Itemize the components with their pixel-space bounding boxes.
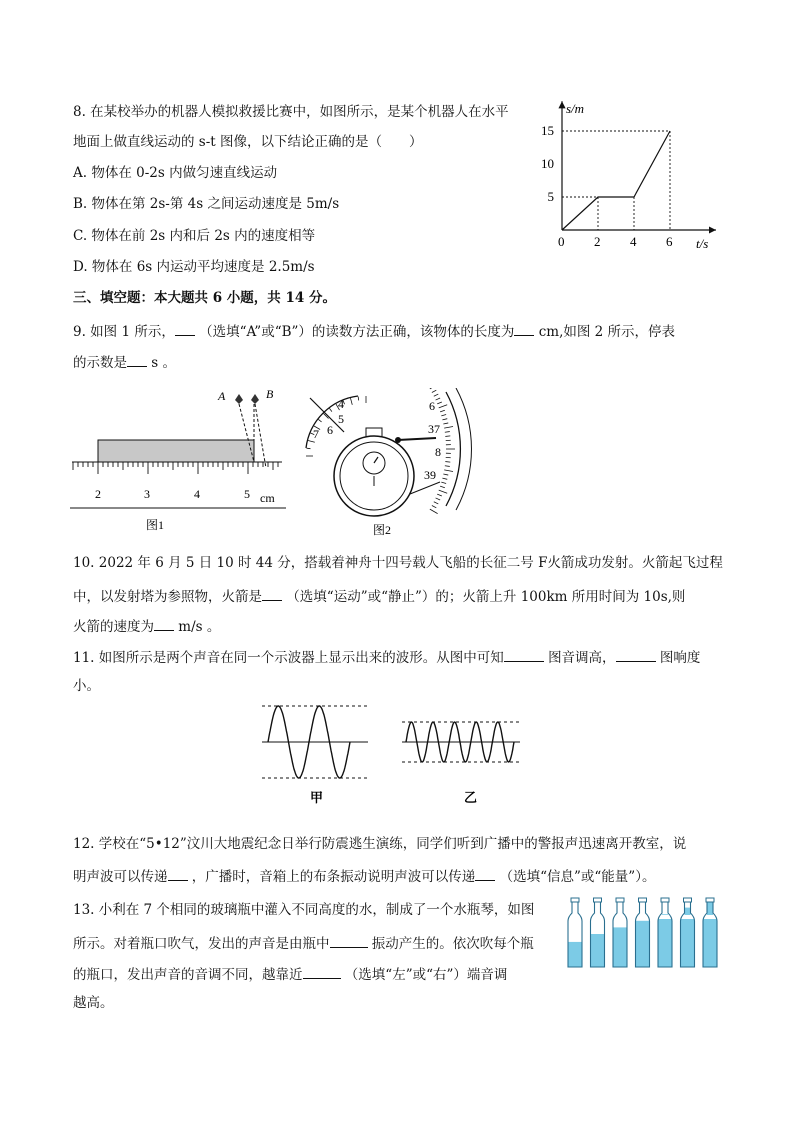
q8-option-a: A. 物体在 0-2s 内做匀速直线运动 xyxy=(73,165,278,181)
ruler-tick-4: 4 xyxy=(194,487,200,501)
x-axis-label: t/s xyxy=(696,236,709,251)
q13-blank-2[interactable] xyxy=(303,966,341,979)
q8-option-d: D. 物体在 6s 内运动平均速度是 2.5m/s xyxy=(73,259,315,275)
figure-1-caption: 图1 xyxy=(146,518,165,532)
measured-block xyxy=(98,440,254,462)
x-tick-label: 2 xyxy=(594,234,601,249)
q9-blank-3[interactable] xyxy=(127,354,147,367)
figure-2-stopwatch xyxy=(298,388,488,543)
figure-2-caption: 图2 xyxy=(373,523,392,537)
oscilloscope-waves xyxy=(258,698,538,808)
q13-line3: 的瓶口，发出声音的音调不同，越靠近 （选填“左”或“右”）端音调 xyxy=(73,967,508,983)
water-bottle xyxy=(658,898,672,967)
q10-line2: 中，以发射塔为参照物，火箭是 （选填“运动”或“静止”）的；火箭上升 100km 所用时间为 10s,则 xyxy=(73,589,686,605)
small-dial-5: 5 xyxy=(338,412,344,426)
section-3-heading: 三、填空题：本大题共 6 小题，共 14 分。 xyxy=(73,290,336,306)
label-b: B xyxy=(266,387,274,401)
x-tick-label: 6 xyxy=(666,234,673,249)
big-dial-37: 37 xyxy=(428,422,440,436)
q9-line1: 9. 如图 1 所示， （选填“A”或“B”）的读数方法正确，该物体的长度为 cm,如图 2 所示，停表 xyxy=(73,324,676,340)
small-dial-6: 6 xyxy=(327,423,333,437)
x-tick-label: 0 xyxy=(558,234,565,249)
water-bottle-xylophone xyxy=(564,897,724,972)
big-dial-6: 6 xyxy=(429,399,435,413)
ruler-tick-5: 5 xyxy=(244,487,250,501)
label-jia: 甲 xyxy=(310,790,324,805)
water-bottle xyxy=(613,898,627,967)
label-yi: 乙 xyxy=(464,790,478,805)
water-bottle xyxy=(591,898,605,967)
q9-blank-1[interactable] xyxy=(175,323,195,336)
big-dial-39: 39 xyxy=(424,468,436,482)
q13-line2: 所示。对着瓶口吹气，发出的声音是由瓶中 振动产生的。依次吹每个瓶 xyxy=(73,936,534,952)
q10-blank-1[interactable] xyxy=(262,588,282,601)
q10-line1: 10. 2022 年 6 月 5 日 10 时 44 分，搭载着神舟十四号载人飞船的长征二号 F火箭成功发射。火箭起飞过程 xyxy=(73,555,723,571)
small-dial-4: 4 xyxy=(338,397,344,411)
y-tick-label: 15 xyxy=(541,123,554,138)
chart-series-line xyxy=(562,131,670,230)
q12-line1: 12. 学校在“5•12”汶川大地震纪念日举行防震逃生演练，同学们听到广播中的警报声迅速离开教室，说 xyxy=(73,836,687,852)
q13-line1: 13. 小利在 7 个相同的玻璃瓶中灌入不同高度的水，制成了一个水瓶琴，如图 xyxy=(73,902,535,918)
q8-option-c: C. 物体在前 2s 内和后 2s 内的速度相等 xyxy=(73,228,316,244)
big-dial-8: 8 xyxy=(435,445,441,459)
y-axis-label: s/m xyxy=(566,101,585,116)
q10-line3: 火箭的速度为 m/s 。 xyxy=(73,619,221,635)
s-t-chart xyxy=(530,95,730,255)
y-tick-label: 10 xyxy=(541,156,554,171)
q8-line1: 8. 在某校举办的机器人模拟救援比赛中，如图所示，是某个机器人在水平 xyxy=(73,104,509,120)
q11-line1: 11. 如图所示是两个声音在同一个示波器上显示出来的波形。从图中可知 图音调高， 图响度 xyxy=(73,650,701,666)
water-bottle xyxy=(681,898,695,967)
figure-1-ruler xyxy=(68,380,288,540)
q12-line2: 明声波可以传递 ，广播时，音箱上的布条振动说明声波可以传递 （选填“信息”或“能量”）。 xyxy=(73,869,656,885)
water-bottle xyxy=(568,898,582,967)
q9-blank-2[interactable] xyxy=(514,323,534,336)
x-tick-label: 4 xyxy=(630,234,637,249)
q8-option-b: B. 物体在第 2s-第 4s 之间运动速度是 5m/s xyxy=(73,196,340,212)
label-a: A xyxy=(218,389,226,403)
q12-blank-2[interactable] xyxy=(475,868,495,881)
ruler-unit: cm xyxy=(260,491,275,505)
q9-line2: 的示数是 s 。 xyxy=(73,355,177,371)
small-dial-7: 7 xyxy=(313,427,319,441)
q13-line4: 越高。 xyxy=(73,995,114,1011)
q13-blank-1[interactable] xyxy=(330,935,368,948)
q8-line2: 地面上做直线运动的 s-t 图像，以下结论正确的是（ ） xyxy=(73,134,423,150)
q11-line2: 小。 xyxy=(73,678,100,694)
y-tick-label: 5 xyxy=(547,189,554,204)
q10-blank-2[interactable] xyxy=(154,618,174,631)
ruler-tick-2: 2 xyxy=(95,487,101,501)
ruler-tick-3: 3 xyxy=(144,487,150,501)
q12-blank-1[interactable] xyxy=(168,868,188,881)
q11-blank-1[interactable] xyxy=(504,649,544,662)
q11-blank-2[interactable] xyxy=(616,649,656,662)
water-bottle xyxy=(636,898,650,967)
water-bottle xyxy=(703,898,717,967)
